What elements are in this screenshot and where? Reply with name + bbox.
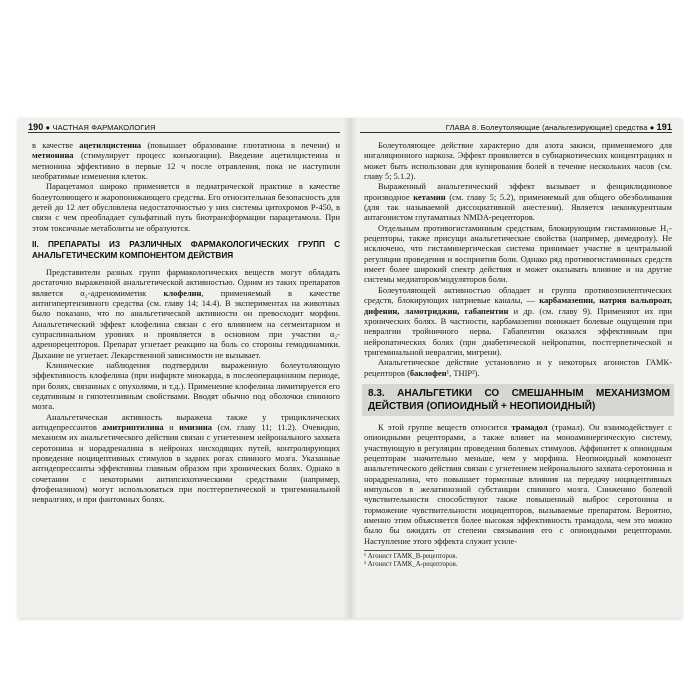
right-paragraph-5: Анальгетическое действие установлено и у некоторых агонистов ГАМК-рецепторов (баклофен¹, THIP²).	[364, 357, 672, 378]
right-page-number: 191	[656, 122, 672, 132]
left-header-rule	[28, 132, 340, 133]
term-ketamine: кетамин	[413, 191, 446, 202]
left-paragraph-2: Парацетамол широко применяется в педиатрической практике в качестве болеутоляющего и жаропонижающего средства. Его относительная безопасность для детей до 12 лет обусловлена недостаточностью у них системы цитохромов Р-450, в связи с чем преобладает сульфатный путь биотрансформации парацетамола. При этом токсичные метаболиты не образуются.	[32, 181, 340, 233]
book-gutter-shadow	[343, 118, 357, 618]
term-clonidine: клофелин	[163, 287, 202, 298]
term-imizine: имизина	[179, 422, 212, 433]
term-amitriptyline: амитриптилина	[102, 422, 164, 433]
left-running-head	[28, 122, 340, 135]
book-spread	[18, 118, 682, 618]
right-paragraph-6: К этой группе веществ относится трамадол (трамал). Он взаимодействует с опиоидными рецепторами, а также влияет на моноаминергическую систему, участвующую в регуляции проведения болевых стимулов. Аффинитет к опиоидным рецепторам значительно меньше, чем у морфина. Неопиоидный компонент анальгетического действия связан с угнетением нейронального захвата серотонина и норадреналина, что повышает тормозные влияния на передачу ноцицептивных импульсов в желатинозной субстанции спинного мозга. Снижению болевой чувствительности способствуют также повышенный выброс серотонина и торможение чувствительности ноцицепторов, вызываемые препаратом. Вероятно, именно этим объясняется более высокая эффективность трамадола, чем это можно было бы ожидать от степени связывания его с опиоидными рецепторами. Наступление этого эффекта служит усиле-	[364, 421, 672, 546]
section-heading-ii: II. ПРЕПАРАТЫ ИЗ РАЗЛИЧНЫХ ФАРМАКОЛОГИЧЕСКИХ ГРУПП С АНАЛЬГЕТИЧЕСКИМ КОМПОНЕНТОМ ДЕЙСТВИЯ	[32, 240, 340, 260]
right-page	[350, 118, 682, 618]
right-body	[364, 140, 672, 614]
left-running-title: ЧАСТНАЯ ФАРМАКОЛОГИЯ	[52, 123, 156, 132]
term-antiepileptics: карбамазепин, натрия вальпроат, дифенин, ламотриджин, габапентин	[364, 295, 672, 316]
right-bullet: ●	[649, 123, 657, 132]
footnote-rule	[364, 550, 434, 551]
footnote-2: ² Агонист ГАМК_A-рецепторов.	[364, 561, 458, 569]
term-methionine: метионина	[32, 150, 74, 161]
left-paragraph-1: в качестве ацетилцистеина (повышает образование глютатиона в печени) и метионина (стимулирует процесс конъюгации). Введение ацетилцистеина и метионина эффективно в первые 12 ч после отравления, пока не наступили необратимые изменения клеток.	[32, 140, 340, 182]
left-paragraph-5: Анальгетическая активность выражена также у трициклических антидепрессантов амитриптилина и имизина (см. главу 11; 11.2). Очевидно, механизм их анальгетического действия связан с угнетением нейронального захвата серотонина и норадреналина в нейронах нисходящих путей, контролирующих проведение ноцицептивных стимулов в задних рогах спинного мозга. Указанные антидепрессанты эффективны главным образом при хронических болях. Однако в сочетании с некоторыми антипсихотическими средствами (например, фтофеназином) могут использоваться при постгерпетической и тригеминальной невралгиях, и при фантомных болях.	[32, 411, 341, 505]
footnote-1: ¹ Агонист ГАМК_B-рецепторов.	[364, 553, 458, 561]
section-heading-8-3: 8.3. АНАЛЬГЕТИКИ СО СМЕШАННЫМ МЕХАНИЗМОМ ДЕЙСТВИЯ (ОПИОИДНЫЙ + НЕОПИОИДНЫЙ)	[362, 384, 674, 416]
right-paragraph-4: Болеутоляющей активностью обладает и группа противоэпилептических средств, блокирующих натриевые каналы, — карбамазепин, натрия вальпроат, дифенин, ламотриджин, габапентин и др. (см. главу 9). Применяют их при хронических болях. В частности, карбамазепин понижает болевые ощущения при невралгии тройничного нерва. Габапентин оказался эффективным при нейропатических болях (при диабетической нейропатии, постгерпетической и тригеминальной невралгии, мигрени).	[364, 284, 672, 357]
right-running-title: ГЛАВА 8. Болеутоляющие (анальгезирующие) средства	[445, 123, 648, 132]
right-running-head	[360, 122, 672, 135]
right-paragraph-3: Отдельным противогистаминным средствам, блокирующим гистаминовые H₁-рецепторы, также присущи анальгетические свойства (например, димедролу). Не исключено, что гистаминергическая система принимает участие в центральной регуляции проведения и восприятия боли. Однако ряд противогистаминных средств имеет более широкий спектр действия и может оказывать влияние и на другие системы медиаторов/модуляторов боли.	[364, 222, 672, 285]
left-paragraph-3: Представители разных групп фармакологических веществ могут обладать достаточно выраженной анальгетической активностью. Одним из таких препаратов является α₂-адреномиметик клофелин, применяемый в качестве антигипертензивного средства (см. главу 14; 14.4). В экспериментах на животных было показано, что по анальгетической активности он превосходит морфин. Анальгетический эффект клофелина связан с его влиянием на сегментарном и супраспинальном уровнях и проявляется в основном при участии α₂-адренорецепторов. Препарат угнетает реакцию на боль со стороны гемодинамики. Дыхание не угнетает. Лекарственной зависимости не вызывает.	[32, 266, 341, 360]
right-paragraph-1: Болеутоляющее действие характерно для азота закиси, применяемого для ингаляционного наркоза. Эффект проявляется в субнаркотических концентрациях и может быть использован для купирования болей в течение нескольких часов (см. главу 5; 5.1.2).	[364, 140, 672, 182]
left-page	[18, 118, 350, 618]
left-body	[32, 140, 340, 614]
term-acetylcysteine: ацетилцистеина	[79, 140, 142, 150]
left-bullet: ●	[45, 123, 53, 132]
left-page-number: 190	[28, 122, 44, 132]
left-paragraph-4: Клинические наблюдения подтвердили выраженную болеутоляющую эффективность клофелина (при инфаркте миокарда, в послеоперационном периоде, при болях, связанных с опухолями, и т.д.). Применение клофелина лимитируется его седативным и гипотензивным свойствами. Вводят обычно под оболочки спинного мозга.	[32, 360, 340, 412]
term-baclofen: баклофен	[409, 367, 447, 378]
right-header-rule	[360, 132, 672, 133]
term-tramadol: трамадол	[511, 421, 548, 432]
right-paragraph-2: Выраженный анальгетический эффект вызывает и фенциклидиновое производное кетамин (см. главу 5; 5.2), применяемый для общего обезболивания (для так называемой диссоциативной анестезии). Является неконкурентным антагонистом глутаматных NMDA-рецепторов.	[364, 181, 672, 223]
